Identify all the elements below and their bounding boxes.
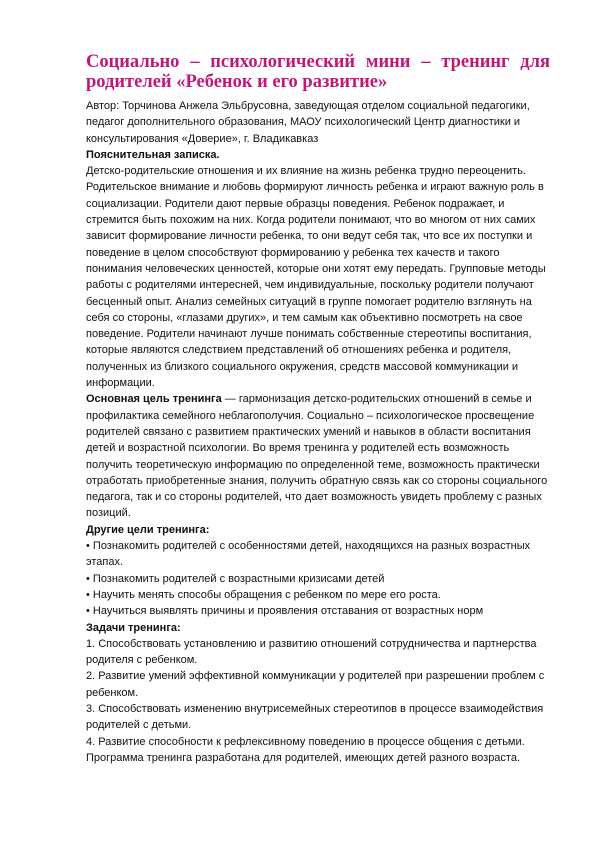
explanatory-heading: Пояснительная записка. xyxy=(86,148,220,161)
main-goal-text: — гармонизация детско-родительских отношений в семье и профилактика семейного неблагополучия. Социально – психологическое просвещение родителей связано с развитием практических умений и навыков в области воспитания детей и возрастной психологии. Во время тренинга у родителей есть возможность получить теоретическую информацию по определенной теме, возможность практически отработать приобретенные знания, получить обратную связь как со стороны социального педагога, так и со стороны родителей, что дает возможность увидеть проблему с разных позиций. xyxy=(86,393,548,520)
author-info: Автор: Торчинова Анжела Эльбрусовна, заведующая отделом социальной педагогики, педагог дополнительного образования, МАОУ психологический Центр диагностики и консультирования «Доверие», г. Владикавказ xyxy=(86,100,530,145)
other-goal-item: • Познакомить родителей с особенностями детей, находящихся на разных возрастных этапах. xyxy=(86,540,531,569)
document-title: Социально – психологический мини – тренинг для родителей «Ребенок и его развитие» xyxy=(86,52,550,92)
task-item: 1. Способствовать установлению и развитию отношений сотрудничества и партнерства родителя с ребенком. xyxy=(86,637,537,667)
tasks-heading: Задачи тренинга: xyxy=(86,621,181,634)
explanatory-text: Детско-родительские отношения и их влияние на жизнь ребенка трудно переоценить. Родительское внимание и любовь формируют личность ребенка и играют важную роль в социализации. Родители дают первые образцы поведения. Ребенок подражает, и стремится быть похожим на них. Когда родители понимают, что во многом от них самих зависит формирование личности ребенка, то они ведут себя так, что все их поступки и поведение в целом способствуют формированию у ребенка тех качеств и такого понимания человеческих ценностей, которые они хотят ему передать. Групповые методы работы с родителями интересней, чем индивидуальные, поскольку родители получают бесценный опыт. Анализ семейных ситуаций в группе помогает родителю взглянуть на себя со стороны, «глазами других», и тем самым как объективно посмотреть на свое поведение. Родители начинают лучше понимать собственные стереотипы воспитания, которые являются следствием представлений об отношениях ребенка и родителя, полученных из близкого социального окружения, средств массовой коммуникации и информации. xyxy=(86,165,546,390)
task-item: 3. Способствовать изменению внутрисемейных стереотипов в процессе взаимодействия родителей с детьми. xyxy=(86,702,544,732)
other-goal-item: • Научиться выявлять причины и проявления отставания от возрастных норм xyxy=(86,605,484,618)
document-page xyxy=(86,52,550,766)
closing-text: Программа тренинга разработана для родителей, имеющих детей разного возраста. xyxy=(86,751,521,764)
other-goal-item: • Научить менять способы обращения с ребенком по мере его роста. xyxy=(86,588,441,601)
task-item: 2. Развитие умений эффективной коммуникации у родителей при разрешении проблем с ребенком. xyxy=(86,670,545,699)
main-goal-paragraph xyxy=(86,391,550,521)
task-item: 4. Развитие способности к рефлексивному поведению в процессе общения с детьми. xyxy=(86,735,525,748)
main-goal-label: Основная цель тренинга xyxy=(86,393,222,406)
other-goals-heading: Другие цели тренинга: xyxy=(86,523,210,536)
other-goal-item: • Познакомить родителей с возрастными кризисами детей xyxy=(86,572,385,585)
